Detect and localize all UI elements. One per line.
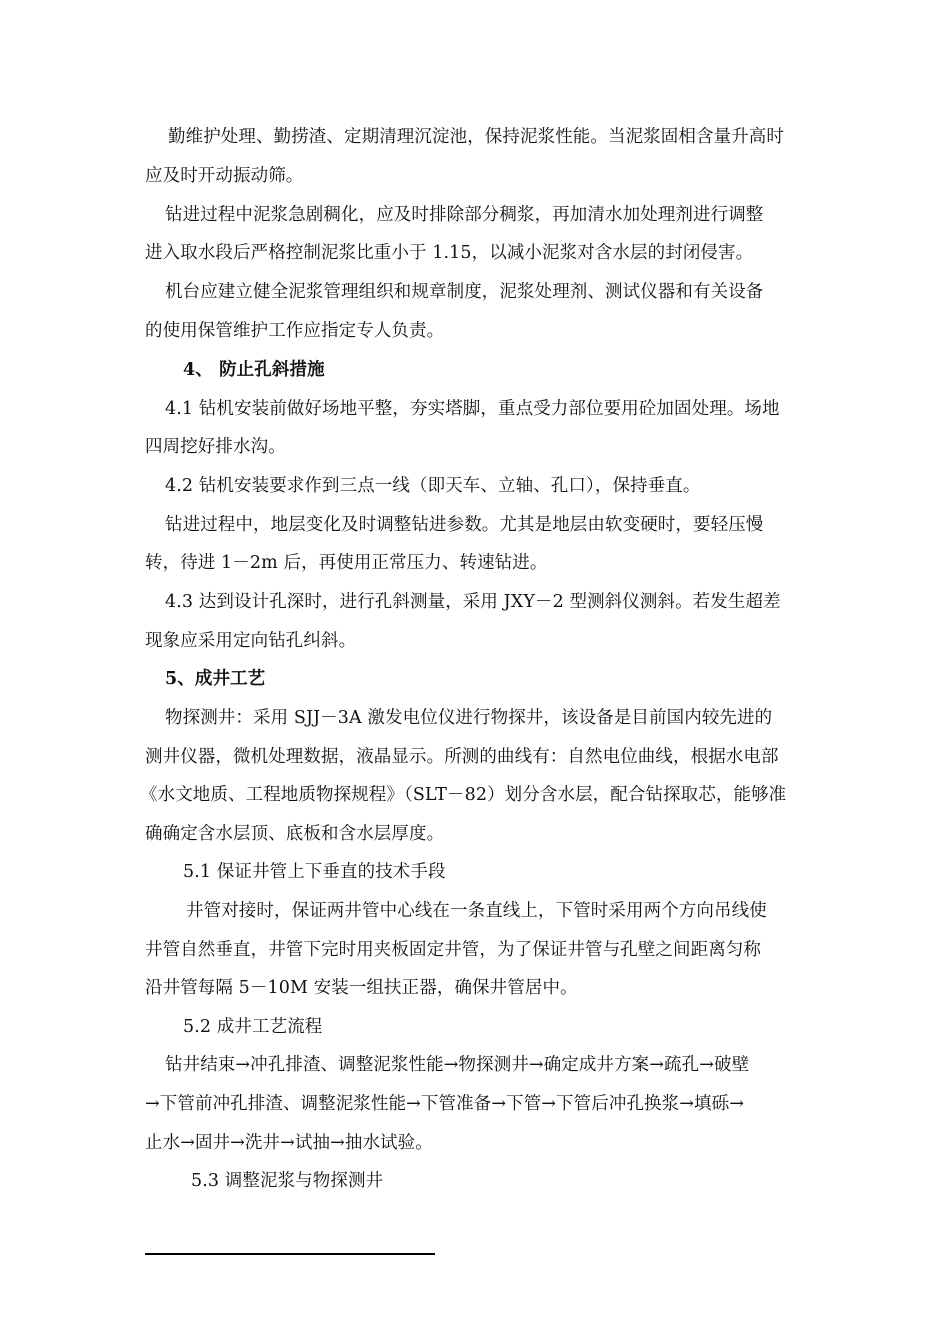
paragraph-line: →下管前冲孔排渣、调整泥浆性能→下管准备→下管→下管后冲孔换浆→填砾→ [145,1094,744,1114]
paragraph-line: 钻井结束→冲孔排渣、调整泥浆性能→物探测井→确定成井方案→疏孔→破壁 [165,1055,750,1075]
paragraph-line: 进入取水段后严格控制泥浆比重小于 1.15，以减小泥浆对含水层的封闭侵害。 [145,243,754,263]
paragraph-line: 4.2 钻机安装要求作到三点一线（即天车、立轴、孔口），保持垂直。 [165,476,701,496]
paragraph-line: 机台应建立健全泥浆管理组织和规章制度，泥浆处理剂、测试仪器和有关设备 [165,282,764,302]
paragraph-line: 井管自然垂直，井管下完时用夹板固定井管，为了保证井管与孔壁之间距离匀称 [145,940,761,960]
paragraph-line: 现象应采用定向钻孔纠斜。 [145,631,357,651]
paragraph-line: 4.3 达到设计孔深时，进行孔斜测量，采用 JXY－2 型测斜仪测斜。若发生超差 [165,592,781,612]
paragraph-line: 止水→固井→洗井→试抽→抽水试验。 [145,1133,433,1153]
paragraph-line: 钻进过程中泥浆急剧稠化，应及时排除部分稠浆，再加清水加处理剂进行调整 [165,205,764,225]
subsection-heading: 5.2 成井工艺流程 [183,1017,323,1037]
subsection-heading: 5.3 调整泥浆与物探测井 [191,1171,384,1191]
paragraph-line: 的使用保管维护工作应指定专人负责。 [145,321,445,341]
paragraph-line: 井管对接时，保证两井管中心线在一条直线上，下管时采用两个方向吊线使 [186,901,767,921]
section-heading: 5、成井工艺 [165,669,266,689]
paragraph-line: 确确定含水层顶、底板和含水层厚度。 [145,824,445,844]
paragraph-line: 钻进过程中，地层变化及时调整钻进参数。尤其是地层由软变硬时，要轻压慢 [165,515,764,535]
paragraph-line: 勤维护处理、勤捞渣、定期清理沉淀池，保持泥浆性能。当泥浆固相含量升高时 [168,127,784,147]
subsection-heading: 5.1 保证井管上下垂直的技术手段 [183,862,446,882]
paragraph-line: 物探测井：采用 SJJ－3A 激发电位仪进行物探井，该设备是目前国内较先进的 [165,708,773,728]
paragraph-line: 应及时开动振动筛。 [145,166,304,186]
footnote-separator [145,1253,435,1255]
paragraph-line: 测井仪器，微机处理数据，液晶显示。所测的曲线有：自然电位曲线，根据水电部 [145,747,779,767]
paragraph-line: 沿井管每隔 5－10M 安装一组扶正器，确保井管居中。 [145,978,578,998]
section-heading: 4、 防止孔斜措施 [183,360,325,380]
paragraph-line: 4.1 钻机安装前做好场地平整，夯实塔脚，重点受力部位要用砼加固处理。场地 [165,399,780,419]
paragraph-line: 《水文地质、工程地质物探规程》（SLT－82）划分含水层，配合钻探取芯，能够准 [140,785,787,805]
paragraph-line: 四周挖好排水沟。 [145,437,286,457]
paragraph-line: 转，待进 1－2m 后，再使用正常压力、转速钻进。 [145,553,548,573]
